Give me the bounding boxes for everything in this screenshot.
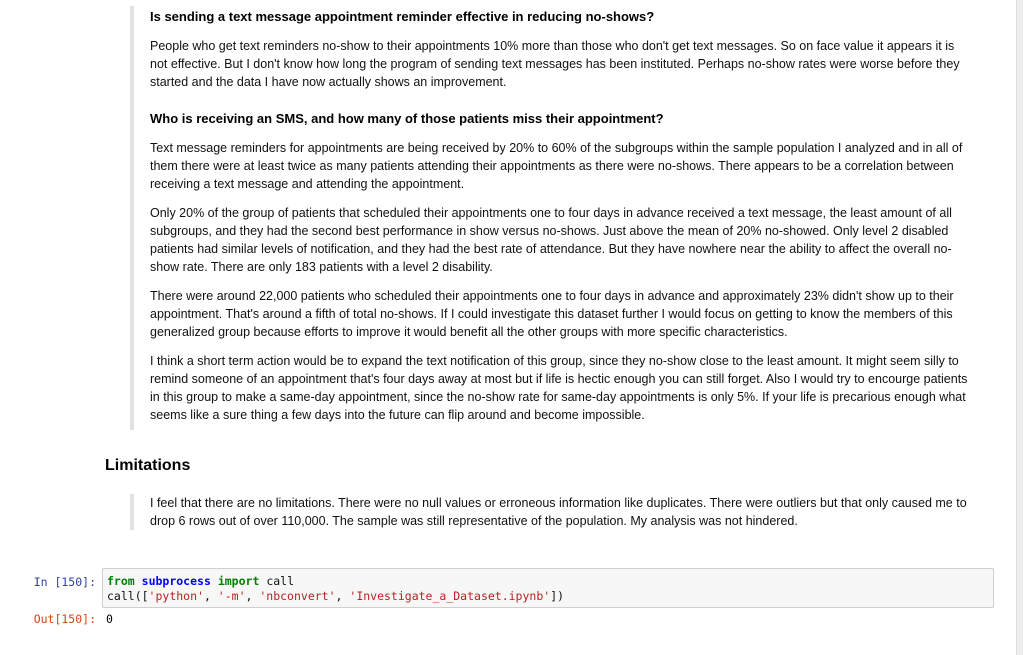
blockquote-section-1	[130, 6, 970, 430]
limitations-heading: Limitations	[105, 457, 191, 474]
answer-paragraph-5: I think a short term action would be to expand the text notification of this group, since they no-show close to the least amount. It might seem silly to remind someone of an appointment that's four days away at most but if life is hectic enough you can still forget. Also I would try to encourge patients in this group to make a same-day appointment, since the no-show rate for same-day appointments is only 5%. If your life is precarious enough what seems like a sure thing a few days into the future can flip around and become impossible.	[150, 354, 968, 422]
blockquote-limitations	[130, 494, 970, 530]
arg-nbconvert: 'nbconvert'	[259, 589, 336, 603]
call-open: call([	[107, 589, 149, 603]
input-prompt: In [150]:	[33, 575, 96, 589]
cell-output: 0	[106, 612, 113, 626]
answer-paragraph-2: Text message reminders for appointments are being received by 20% to 60% of the subgroups within the sample population I analyzed and in all of them there were at least twice as many patients attending their appointments as there were no-shows. There appears to be a correlation between receiving a text message and attending the appointment.	[150, 141, 963, 191]
output-prompt: Out[150]:	[33, 612, 96, 626]
limitations-paragraph: I feel that there are no limitations. There were no null values or erroneous information like duplicates. There were outliers but that only caused me to drop 6 rows out of over 110,000. The sample was still representative of the population. My analysis was not hindered.	[150, 496, 967, 528]
arg-python: 'python'	[148, 589, 204, 603]
answer-paragraph-3: Only 20% of the group of patients that scheduled their appointments one to four days in advance received a text message, the least amount of all subgroups, and they had the second best performance in show versus no-shows. Just above the mean of 20% no-showed. Only level 2 disabled patients had similar levels of notification, and they had the best rate of attendance. But they have nowhere near the ability to affect the overall no-show rate. There are only 183 patients with a level 2 disability.	[150, 206, 952, 274]
question-heading-1: Is sending a text message appointment reminder effective in reducing no-shows?	[150, 9, 655, 24]
call-close: ])	[550, 589, 565, 603]
keyword-import: import	[217, 574, 260, 588]
question-heading-2: Who is receiving an SMS, and how many of those patients miss their appointment?	[150, 111, 664, 126]
imported-name: call	[266, 574, 295, 588]
arg-m: '-m'	[217, 589, 246, 603]
keyword-from: from	[107, 574, 135, 588]
module-name: subprocess	[141, 574, 211, 588]
arg-notebook-file: 'Investigate_a_Dataset.ipynb'	[349, 589, 551, 603]
code-cell-input[interactable]: from subprocess import call call(['python', '-m', 'nbconvert', 'Investigate_a_Dataset.ipynb'])	[102, 568, 994, 608]
answer-paragraph-1: People who get text reminders no-show to their appointments 10% more than those who don't get text messages. So on face value it appears it is not effective. But I don't know how long the program of sending text messages has been instituted. Perhaps no-show rates were worse before they started and the data I have now actually shows an improvement.	[150, 39, 960, 89]
answer-paragraph-4: There were around 22,000 patients who scheduled their appointments one to four days in advance and approximately 23% didn't show up to their appointment. That's around a fifth of total no-shows. If I could investigate this dataset further I would focus on getting to know the members of this generalized group because efforts to improve it would benefit all the other groups with more specific characteristics.	[150, 289, 954, 339]
